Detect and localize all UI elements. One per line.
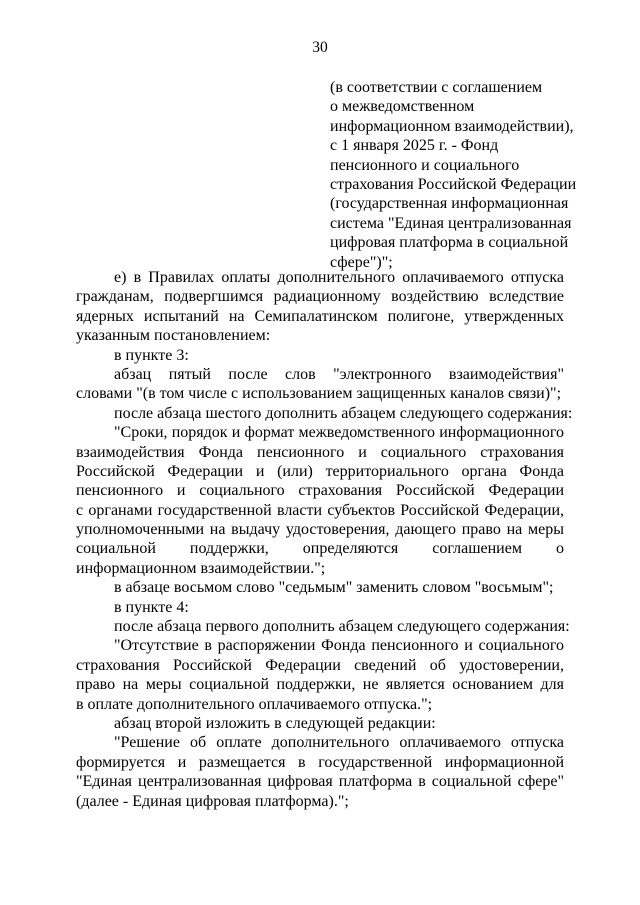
page-number: 30 [312,39,328,56]
text-line: "Решение об оплате дополнительного оплачиваемого отпуска [114,734,564,752]
text-line: с органами государственной власти субъектов Российской Федерации, [76,501,564,519]
text-line: пенсионного и социального страхования Российской Федерации [76,482,564,500]
quote-line: (в соответствии с соглашением [330,79,543,96]
text-line: "Сроки, порядок и формат межведомственного информационного [114,424,564,442]
text-line: после абзаца шестого дополнить абзацем следующего содержания: [114,404,573,422]
quote-line: система "Единая централизованная [330,214,572,232]
text-line: (далее - Единая цифровая платформа)."; [76,792,349,810]
quote-line: страхования Российской Федерации [330,175,577,193]
text-line: в пункте 4: [114,598,189,616]
text-line: словами "(в том числе с использованием защищенных каналов связи)"; [76,385,562,403]
text-line: "Отсутствие в распоряжении Фонда пенсионного и социального [114,637,564,655]
text-line: в абзаце восьмом слово "седьмым" заменить словом "восьмым"; [114,579,554,597]
text-line: абзац пятый после слов "электронного взаимодействия" [114,365,564,383]
quoted-text-block [330,78,590,272]
document-body [76,268,573,811]
text-line: "Единая централизованная цифровая платформа в социальной сфере" [76,773,564,791]
text-line: указанным постановлением: [76,327,271,345]
quote-line: (государственная информационная [330,195,569,213]
text-line: после абзаца первого дополнить абзацем следующего содержания: [114,618,570,636]
text-line: уполномоченными на выдачу удостоверения, дающего право на меры [76,521,564,539]
text-line: страхования Российской Федерации сведений об удостоверении, [76,656,564,674]
text-line: формируется и размещается в государственной информационной [76,753,564,771]
text-line: взаимодействия Фонда пенсионного и социального страхования [76,443,564,461]
text-line: абзац второй изложить в следующей редакции: [114,714,436,732]
text-line: ядерных испытаний на Семипалатинском полигоне, утвержденных [76,307,564,325]
text-line: Российской Федерации и (или) территориального органа Фонда [76,462,564,480]
text-line: право на меры социальной поддержки, не является основанием для [76,676,564,694]
text-line: социальной поддержки, определяются соглашением о [76,540,564,558]
quote-line: с 1 января 2025 г. - Фонд [330,137,499,155]
text-line: гражданам, подвергшимся радиационному воздействию вследствие [76,288,564,306]
text-line: в оплате дополнительного оплачиваемого отпуска."; [76,695,433,713]
text-line: е) в Правилах оплаты дополнительного оплачиваемого отпуска [114,269,564,286]
text-line: информационном взаимодействии."; [76,559,326,577]
text-line: в пункте 3: [114,346,189,364]
quote-line: информационном взаимодействии), [330,117,574,135]
quote-line: пенсионного и социального [330,156,520,174]
quote-line: сфере")"; [330,253,393,271]
quote-line: о межведомственном [330,98,475,116]
quote-line: цифровая платформа в социальной [330,234,569,252]
